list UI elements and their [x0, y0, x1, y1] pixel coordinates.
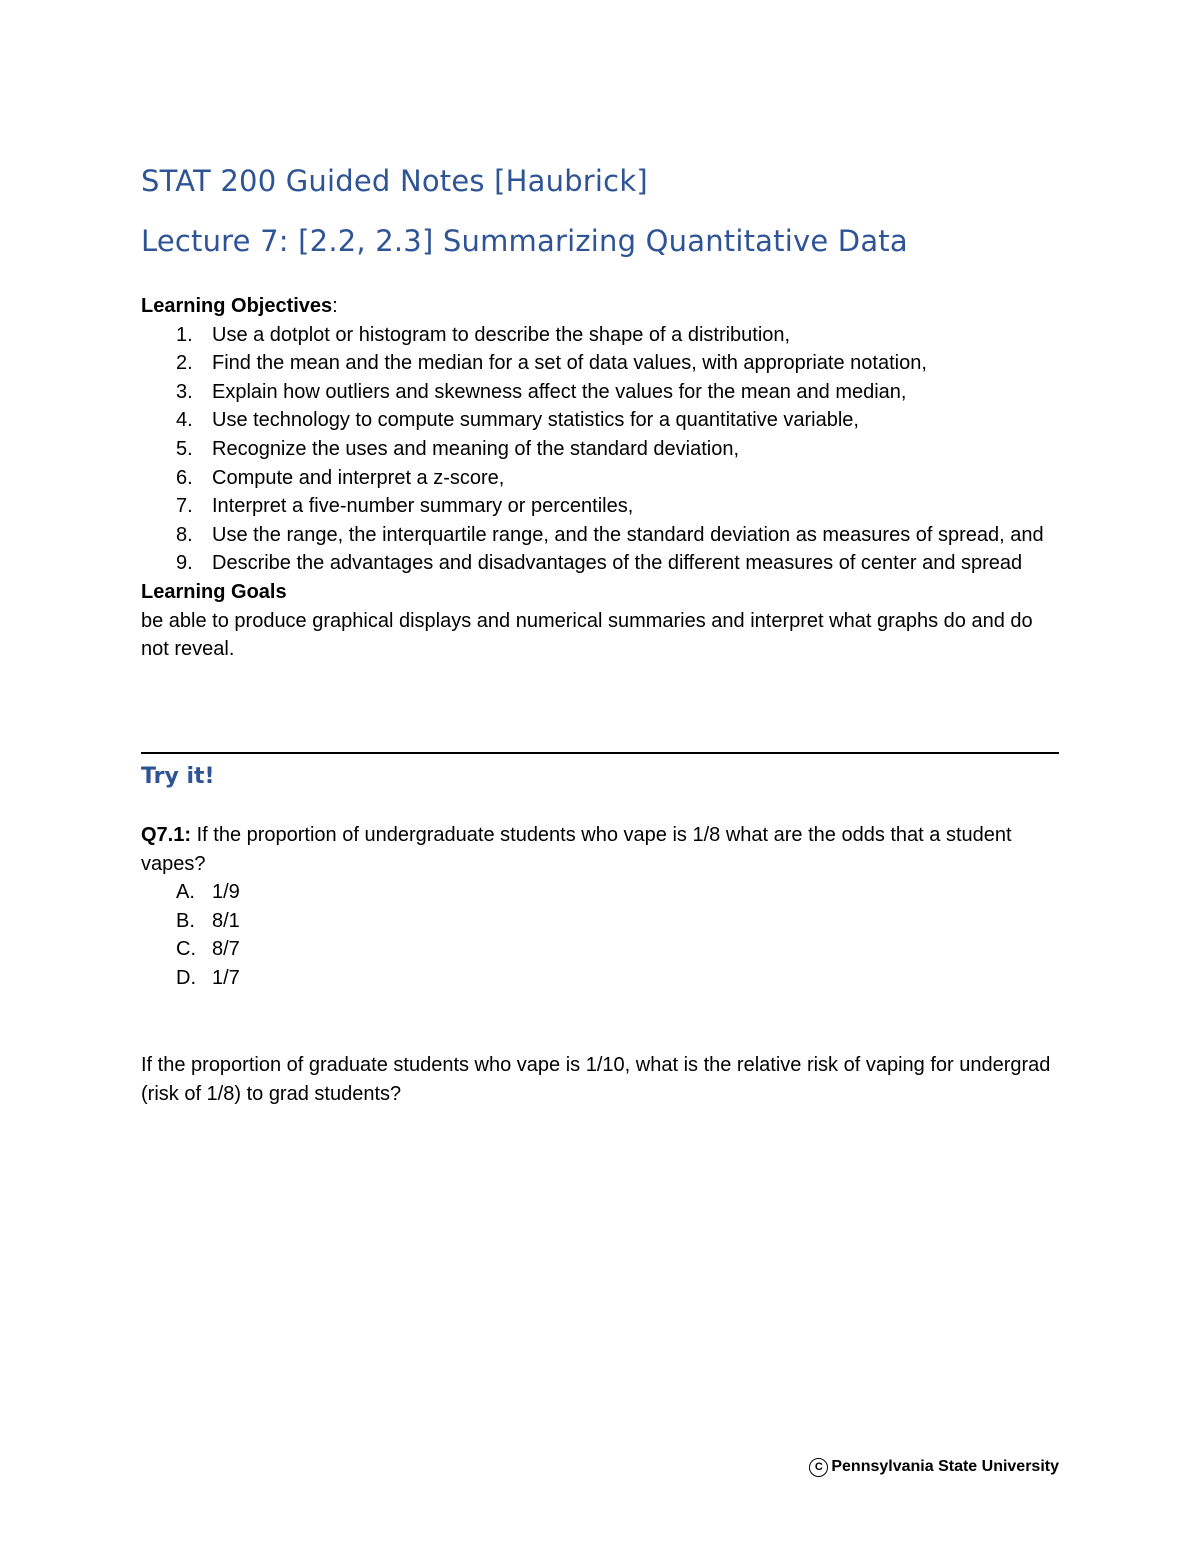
answer-choice-b[interactable] [141, 907, 1061, 936]
objective-text: Find the mean and the median for a set of data values, with appropriate notation, [212, 352, 927, 375]
try-it-heading: Try it! [141, 764, 215, 789]
choice-letter: D. [176, 966, 196, 989]
objective-text: Use the range, the interquartile range, and the standard deviation as measures of spread, and [212, 523, 1044, 546]
copyright-footer [809, 1458, 1059, 1477]
objective-number: 5. [176, 437, 193, 460]
lecture-title: Lecture 7: [2.2, 2.3] Summarizing Quantitative Data [141, 224, 908, 258]
choice-letter: B. [176, 909, 195, 932]
objective-number: 9. [176, 552, 193, 575]
followup-question: If the proportion of graduate students who vape is 1/10, what is the relative risk of vaping for undergrad (risk of 1/8) to grad students? [141, 1054, 1051, 1105]
objectives-list [141, 321, 1061, 578]
objective-text: Interpret a five-number summary or percentiles, [212, 495, 634, 518]
question-label: Q7.1: [141, 824, 192, 846]
copyright-icon: C [809, 1458, 828, 1477]
objective-number: 3. [176, 380, 193, 403]
choice-text: 8/1 [212, 909, 240, 932]
question-text-block [141, 821, 1061, 878]
learning-objectives-heading: Learning Objectives: [141, 295, 338, 317]
objective-item [141, 521, 1061, 550]
question-text: If the proportion of undergraduate students who vape is 1/8 what are the odds that a student vapes? [141, 824, 1012, 875]
choice-letter: C. [176, 938, 196, 961]
copyright-text: Pennsylvania State University [831, 1458, 1059, 1475]
choice-text: 1/9 [212, 881, 240, 904]
objective-text: Recognize the uses and meaning of the standard deviation, [212, 437, 740, 460]
document-title: STAT 200 Guided Notes [Haubrick] [141, 164, 648, 198]
objective-text: Explain how outliers and skewness affect the values for the mean and median, [212, 380, 907, 403]
objective-item [141, 349, 1061, 378]
objective-number: 1. [176, 323, 193, 346]
choice-text: 1/7 [212, 966, 240, 989]
objective-text: Compute and interpret a z-score, [212, 466, 505, 489]
objective-item [141, 435, 1061, 464]
objective-item [141, 406, 1061, 435]
choice-text: 8/7 [212, 938, 240, 961]
answer-choice-d[interactable] [141, 964, 1061, 993]
learning-goals-text: be able to produce graphical displays and numerical summaries and interpret what graphs do and do not reveal. [141, 609, 1033, 661]
learning-objectives-section [141, 292, 1061, 664]
section-divider [141, 752, 1059, 754]
answer-choices [141, 878, 1061, 992]
objective-item [141, 549, 1061, 578]
objective-number: 7. [176, 495, 193, 518]
objective-number: 4. [176, 409, 193, 432]
objective-number: 6. [176, 466, 193, 489]
objective-number: 8. [176, 523, 193, 546]
learning-goals-label: Learning Goals [141, 580, 287, 603]
objective-item [141, 492, 1061, 521]
choice-letter: A. [176, 881, 195, 904]
objective-number: 2. [176, 352, 193, 375]
objective-text: Describe the advantages and disadvantages of the different measures of center and spread [212, 552, 1023, 575]
answer-choice-c[interactable] [141, 935, 1061, 964]
objective-text: Use a dotplot or histogram to describe the shape of a distribution, [212, 323, 791, 346]
objective-item [141, 464, 1061, 493]
objective-text: Use technology to compute summary statistics for a quantitative variable, [212, 409, 859, 432]
objective-item [141, 378, 1061, 407]
answer-choice-a[interactable] [141, 878, 1061, 907]
learning-objectives-label: Learning Objectives [141, 295, 333, 317]
objective-item [141, 321, 1061, 350]
question-q7-1 [141, 821, 1061, 993]
